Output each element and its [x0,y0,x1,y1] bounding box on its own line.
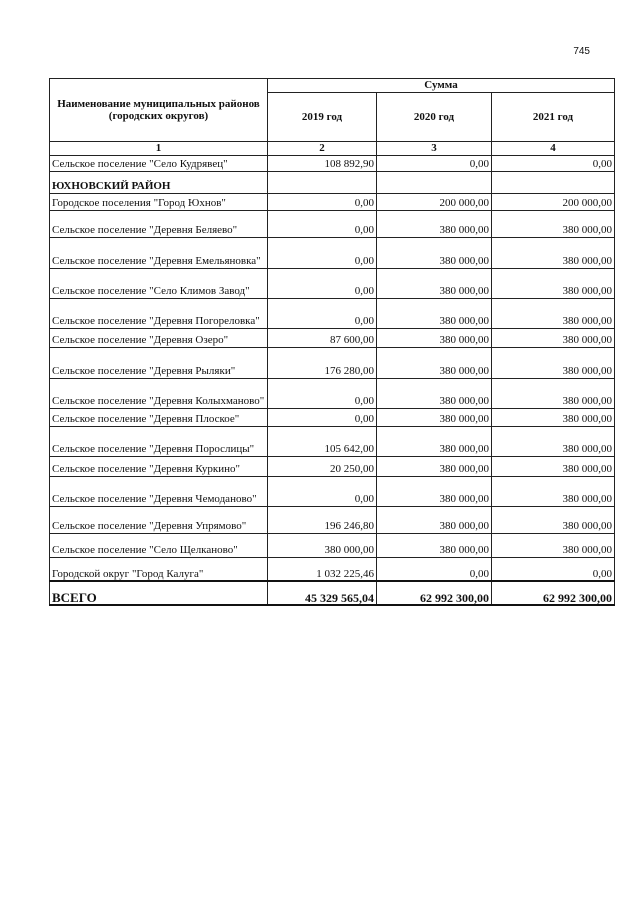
value-2019: 87 600,00 [268,328,377,347]
value-2021: 380 000,00 [492,426,615,456]
value-2020: 380 000,00 [377,408,492,426]
table-row [50,298,615,328]
table-row [50,533,615,557]
value-2019: 0,00 [268,378,377,408]
value-2020: 380 000,00 [377,476,492,506]
row-name: Сельское поселение "Деревня Чемоданово" [50,476,268,506]
value-2020: 380 000,00 [377,456,492,476]
table-row [50,408,615,426]
row-name: Сельское поселение "Деревня Рыляки" [50,347,268,378]
value-2019: 0,00 [268,476,377,506]
value-2021: 380 000,00 [492,378,615,408]
row-name: Городской округ "Город Калуга" [50,557,268,581]
column-number-2: 2 [268,142,377,156]
table-row [50,476,615,506]
value-2019: 105 642,00 [268,426,377,456]
column-number-1: 1 [50,142,268,156]
table-row [50,426,615,456]
value-2019: 108 892,90 [268,155,377,171]
total-2019: 45 329 565,04 [268,581,377,605]
value-2020: 380 000,00 [377,328,492,347]
value-2020: 380 000,00 [377,426,492,456]
table-row [50,347,615,378]
value-2020: 380 000,00 [377,347,492,378]
table-row [50,210,615,237]
table-row [50,506,615,533]
row-name: Сельское поселение "Село Щелканово" [50,533,268,557]
value-2019: 176 280,00 [268,347,377,378]
page-number: 745 [573,46,590,57]
value-2021: 380 000,00 [492,408,615,426]
row-name: Сельское поселение "Деревня Упрямово" [50,506,268,533]
value-2021: 380 000,00 [492,298,615,328]
value-2019: 0,00 [268,298,377,328]
table-row-district [50,171,615,193]
value-2020 [377,171,492,193]
value-2021: 0,00 [492,155,615,171]
table-row [50,378,615,408]
table-row [50,193,615,210]
value-2020: 380 000,00 [377,506,492,533]
value-2019: 0,00 [268,193,377,210]
header-name-column: Наименование муниципальных районов (городских округов) [50,79,268,142]
row-name: Сельское поселение "Деревня Куркино" [50,456,268,476]
district-heading: ЮХНОВСКИЙ РАЙОН [50,171,268,193]
table-row [50,237,615,268]
table-row [50,456,615,476]
value-2019: 1 032 225,46 [268,557,377,581]
row-name: Сельское поселение "Деревня Погореловка" [50,298,268,328]
row-name: Сельское поселение "Деревня Колыхманово" [50,378,268,408]
header-year-2019: 2019 год [268,93,377,142]
total-row [50,581,615,605]
value-2019: 196 246,80 [268,506,377,533]
total-2021: 62 992 300,00 [492,581,615,605]
column-number-4: 4 [492,142,615,156]
value-2019: 0,00 [268,237,377,268]
row-name: Сельское поселение "Деревня Плоское" [50,408,268,426]
row-name: Сельское поселение "Деревня Порослицы" [50,426,268,456]
value-2021: 380 000,00 [492,210,615,237]
value-2019: 380 000,00 [268,533,377,557]
budget-table [49,78,615,606]
value-2020: 380 000,00 [377,210,492,237]
value-2019: 20 250,00 [268,456,377,476]
row-name: Сельское поселение "Деревня Беляево" [50,210,268,237]
value-2021 [492,171,615,193]
value-2021: 380 000,00 [492,347,615,378]
value-2020: 0,00 [377,557,492,581]
value-2019: 0,00 [268,268,377,298]
value-2019: 0,00 [268,210,377,237]
row-name: Сельское поселение "Деревня Емельяновка" [50,237,268,268]
total-2020: 62 992 300,00 [377,581,492,605]
value-2019: 0,00 [268,408,377,426]
header-year-2021: 2021 год [492,93,615,142]
row-name: Сельское поселение "Село Климов Завод" [50,268,268,298]
value-2021: 380 000,00 [492,328,615,347]
value-2021: 380 000,00 [492,456,615,476]
total-label: ВСЕГО [50,581,268,605]
table-row [50,557,615,581]
value-2021: 200 000,00 [492,193,615,210]
value-2020: 380 000,00 [377,268,492,298]
value-2021: 0,00 [492,557,615,581]
value-2021: 380 000,00 [492,237,615,268]
value-2021: 380 000,00 [492,533,615,557]
row-name: Сельское поселение "Деревня Озеро" [50,328,268,347]
header-sum: Сумма [268,79,615,93]
column-number-3: 3 [377,142,492,156]
value-2019 [268,171,377,193]
table-row [50,155,615,171]
row-name: Городское поселения "Город Юхнов" [50,193,268,210]
value-2020: 380 000,00 [377,533,492,557]
value-2020: 380 000,00 [377,237,492,268]
value-2020: 380 000,00 [377,378,492,408]
value-2020: 0,00 [377,155,492,171]
header-year-2020: 2020 год [377,93,492,142]
value-2021: 380 000,00 [492,476,615,506]
value-2021: 380 000,00 [492,506,615,533]
table-row [50,328,615,347]
value-2021: 380 000,00 [492,268,615,298]
table-row [50,268,615,298]
row-name: Сельское поселение "Село Кудрявец" [50,155,268,171]
value-2020: 380 000,00 [377,298,492,328]
value-2020: 200 000,00 [377,193,492,210]
